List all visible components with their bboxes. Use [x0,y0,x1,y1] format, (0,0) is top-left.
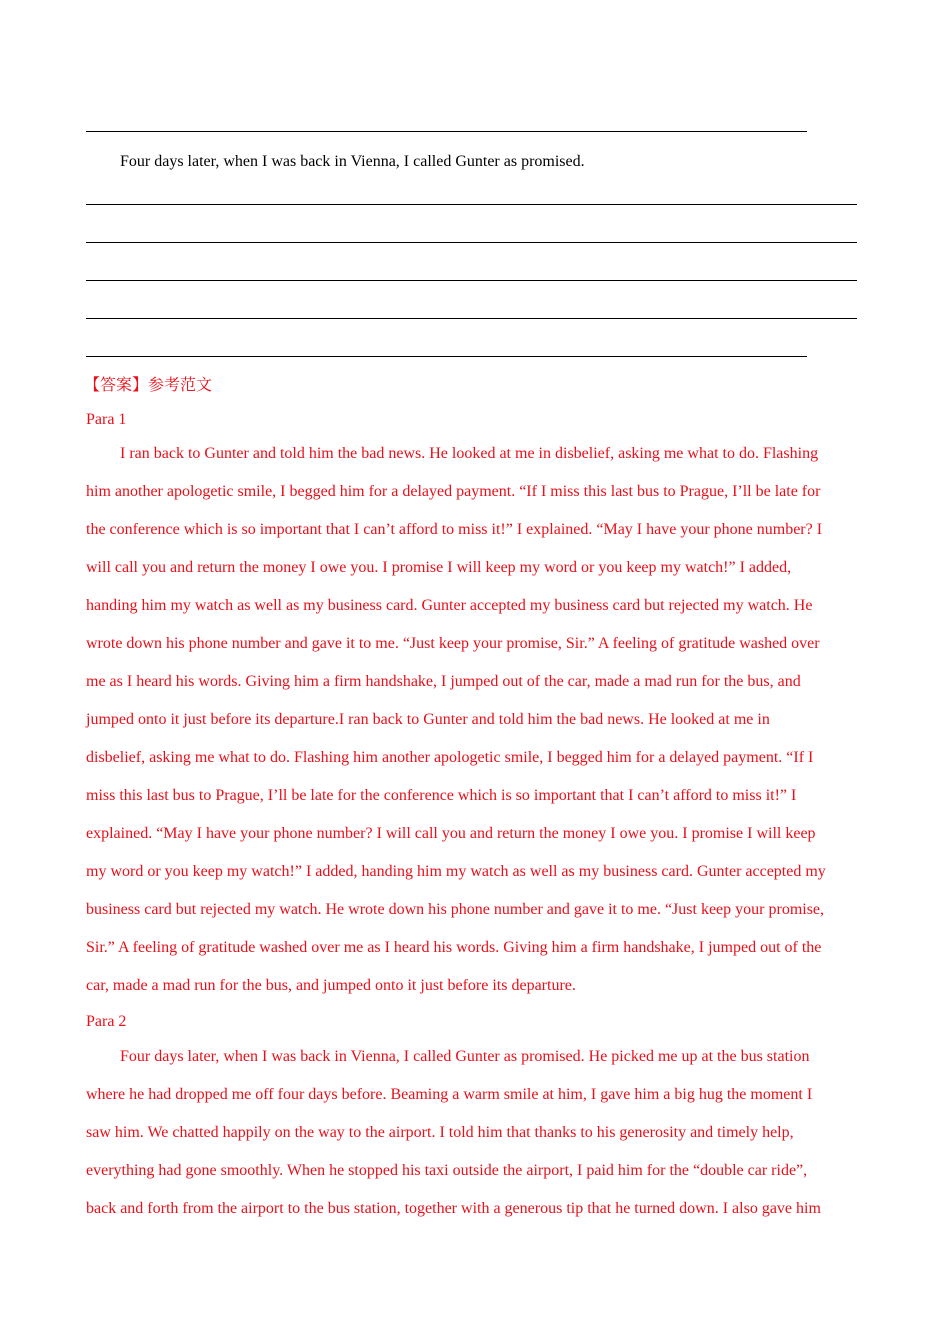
para1-line: Sir.” A feeling of gratitude washed over me as I heard his words. Giving him a firm handshake, I jumped out of the [86,939,822,956]
para2-label: Para 2 [86,1013,127,1030]
para2-line: where he had dropped me off four days before. Beaming a warm smile at him, I gave him a big hug the moment I [86,1086,813,1103]
para1-line: jumped onto it just before its departure.I ran back to Gunter and told him the bad news. He looked at me in [86,711,770,728]
para1-line: car, made a mad run for the bus, and jumped onto it just before its departure. [86,977,576,994]
para1-line: wrote down his phone number and gave it to me. “Just keep your promise, Sir.” A feeling of gratitude washed over [86,635,820,652]
writing-line [86,131,807,132]
para2-line: Four days later, when I was back in Vienna, I called Gunter as promised. He picked me up at the bus station [120,1048,810,1065]
para1-line: handing him my watch as well as my business card. Gunter accepted my business card but rejected my watch. He [86,597,813,614]
para1-line: me as I heard his words. Giving him a firm handshake, I jumped out of the car, made a mad run for the bus, and [86,673,801,690]
para1-line: disbelief, asking me what to do. Flashing him another apologetic smile, I begged him for a delayed payment. “If I [86,749,814,766]
writing-line [86,280,857,281]
para2-line: saw him. We chatted happily on the way to the airport. I told him that thanks to his generosity and timely help, [86,1124,794,1141]
writing-line [86,356,807,357]
answer-heading: 【答案】参考范文 [84,375,213,394]
para2-line: back and forth from the airport to the bus station, together with a generous tip that he turned down. I also gave him [86,1200,821,1217]
para1-line: explained. “May I have your phone number? I will call you and return the money I owe you. I promise I will keep [86,825,816,842]
writing-line [86,242,857,243]
writing-line [86,204,857,205]
para1-line: him another apologetic smile, I begged him for a delayed payment. “If I miss this last bus to Prague, I’ll be late for [86,483,821,500]
para1-line: I ran back to Gunter and told him the bad news. He looked at me in disbelief, asking me what to do. Flashing [120,445,819,462]
continuation-prompt: Four days later, when I was back in Vienna, I called Gunter as promised. [120,153,585,170]
para1-line: will call you and return the money I owe you. I promise I will keep my word or you keep my watch!” I added, [86,559,792,576]
para1-line: miss this last bus to Prague, I’ll be late for the conference which is so important that I can’t afford to miss it!” I [86,787,797,804]
para1-line: the conference which is so important that I can’t afford to miss it!” I explained. “May I have your phone number? I [86,521,823,538]
para1-line: my word or you keep my watch!” I added, handing him my watch as well as my business card. Gunter accepted my [86,863,826,880]
para1-line: business card but rejected my watch. He wrote down his phone number and gave it to me. “Just keep your promise, [86,901,825,918]
para1-label: Para 1 [86,411,127,428]
writing-line [86,318,857,319]
para2-line: everything had gone smoothly. When he stopped his taxi outside the airport, I paid him for the “double car ride”, [86,1162,808,1179]
